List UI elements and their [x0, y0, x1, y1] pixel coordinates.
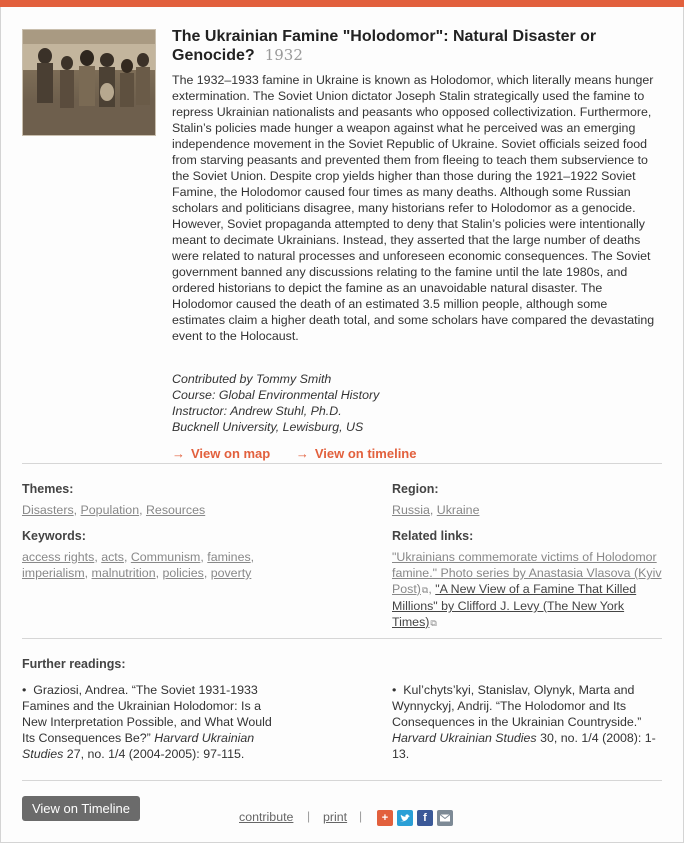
print-link[interactable]: print [323, 810, 348, 824]
region-list: Russia, Ukraine [392, 503, 480, 517]
bullet-icon: • [392, 683, 397, 697]
credit-contributor: Contributed by Tommy Smith [172, 372, 332, 386]
description: The 1932–1933 famine in Ukraine is known as Holodomor, which literally means hunger extermination. The Soviet Union dictator Joseph Stalin strategically used the famine to repress Ukrainian nationalists and peasants who opposed collectivization. Furthermore, Stalin’s policies made hunger a weapon against what he perceived was an emerging independence movement in the Soviet Republic of Ukraine. Soviet officials seized food from starving peasants and prevented them from fleeing to teach them subservience to the Soviet Union. Despite crop yields higher than those during the 1921–1922 Soviet Famine, the Holodomor caused four times as many deaths. Although some Russian scholars and politicians disagree, many historians refer to Holodomor as a genocide. However, Soviet propaganda attempted to deny that Stalin’s policies were intentionally meant to decimate Ukrainians. Instead, they asserted that the large number of deaths were related to natural processes and unforeseen economic consequences. The Soviet government banned any discussions relating to the famine until the late 1980s, and ordered historians to depict the famine as an unavoidable natural disaster. The Holodomor caused the death of an estimated 3.5 million people, although some estimates claim a higher death total, and some scholars have compared the devastating event to the Holocaust. [172, 73, 655, 343]
view-on-timeline-link[interactable] [296, 446, 417, 461]
view-links [172, 446, 438, 461]
keyword-link[interactable]: access rights [22, 550, 95, 564]
theme-link-resources[interactable]: Resources [145, 503, 206, 517]
reading-left-authors: Graziosi, Andrea. “The Soviet 1931-1933 Famines and the Ukrainian Holodomor: Is a New Interpretation Possible, and What Would Its Consequences Be?” [22, 683, 272, 745]
twitter-bird-glyph [397, 810, 413, 826]
year-label: 1932 [264, 46, 303, 64]
reading-item-right [392, 682, 660, 762]
region-link-ukraine[interactable]: Ukraine [436, 503, 480, 517]
reading-right-authors: Kul’chyts’kyi, Stanislav, Olynyk, Marta and Wynnyckyj, Andrij. “The Holodomor and Its Consequences in the Ukrainian Countryside.” [392, 683, 642, 729]
email-icon[interactable] [437, 810, 453, 826]
keyword-link[interactable]: Communism [130, 550, 201, 564]
related-link-nyt[interactable]: "A New View of a Famine That Killed Millions" by Clifford J. Levy (The New York Times) [392, 582, 637, 629]
region-link-russia[interactable]: Russia [392, 503, 430, 517]
region-label: Region: [392, 482, 439, 496]
view-on-timeline-label: View on timeline [314, 446, 417, 461]
view-on-map-link[interactable] [172, 446, 270, 461]
credits [172, 371, 379, 435]
historic-photo [22, 29, 156, 136]
credit-university: Bucknell University, Lewisburg, US [172, 420, 364, 434]
view-on-map-label: View on map [191, 446, 271, 461]
related-links-list: "Ukrainians commemorate victims of Holodomor famine." Photo series by Anastasia Vlasova (Kyiv Post)⧉, "A New View of a Famine That Killed Millions" by Clifford J. Levy (The New York Times)⧉ [392, 550, 662, 629]
keyword-link[interactable]: poverty [210, 566, 252, 580]
reading-left-journal: Harvard Ukrainian Studies [22, 731, 255, 761]
view-on-timeline-button[interactable]: View on Timeline [22, 796, 140, 821]
contribute-link[interactable]: contribute [239, 810, 294, 824]
further-readings-label: Further readings: [22, 657, 126, 671]
related-links-label: Related links: [392, 529, 474, 543]
footer-print [323, 810, 347, 824]
page-title [172, 28, 632, 65]
themes-label: Themes: [22, 482, 74, 496]
envelope-glyph [437, 810, 453, 826]
footer-contribute [239, 810, 293, 824]
external-link-icon: ⧉ [430, 618, 437, 628]
keywords-list: access rights, acts, Communism, famines, imperialism, malnutrition, policies, poverty [22, 550, 255, 580]
reading-item-left [22, 682, 276, 762]
divider [22, 638, 662, 639]
facebook-icon[interactable]: f [417, 810, 433, 826]
credit-instructor: Instructor: Andrew Stuhl, Ph.D. [172, 404, 342, 418]
themes-list: Disasters, Population, Resources [22, 503, 206, 517]
external-link-icon: ⧉ [421, 585, 429, 595]
credit-course: Course: Global Environmental History [172, 388, 380, 402]
title-text: The Ukrainian Famine "Holodomor": Natural Disaster or Genocide? [172, 28, 597, 64]
related-link-kyiv-post[interactable]: "Ukrainians commemorate victims of Holodomor famine." Photo series by Anastasia Vlasova (Kyiv Post) [392, 550, 662, 596]
divider [22, 780, 662, 781]
keyword-link[interactable]: famines [207, 550, 251, 564]
theme-link-disasters[interactable]: Disasters [22, 503, 74, 517]
arrow-right-icon: → [295, 446, 309, 461]
photo-image [23, 30, 155, 135]
reading-right-details: 30, no. 1/4 (2008): 1-13. [392, 731, 656, 761]
keywords-label: Keywords: [22, 529, 86, 543]
divider [22, 463, 662, 464]
keyword-link[interactable]: imperialism [22, 566, 85, 580]
keyword-link[interactable]: acts [101, 550, 124, 564]
reading-right-journal: Harvard Ukrainian Studies [392, 731, 537, 745]
arrow-right-icon: → [172, 446, 185, 461]
footer-separator: | [359, 809, 363, 823]
accent-top-bar [0, 0, 684, 7]
reading-left-details: 27, no. 1/4 (2004-2005): 97-115. [66, 747, 245, 761]
footer-separator: | [307, 809, 311, 823]
keyword-link[interactable]: policies [162, 566, 204, 580]
keyword-link[interactable]: malnutrition [91, 566, 156, 580]
twitter-icon[interactable] [397, 810, 413, 826]
share-plus-icon[interactable]: + [377, 810, 393, 826]
bullet-icon: • [22, 683, 27, 697]
theme-link-population[interactable]: Population [80, 503, 140, 517]
